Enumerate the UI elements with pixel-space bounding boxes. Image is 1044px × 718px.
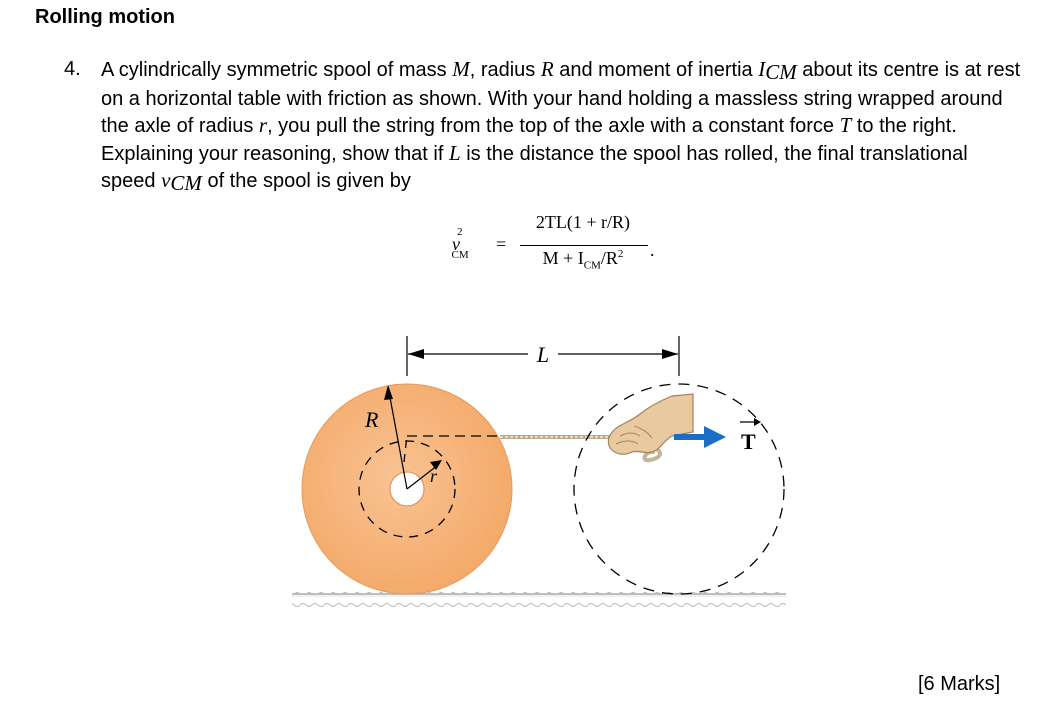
- formula-lhs-sub: CM: [451, 248, 469, 261]
- label-R: R: [365, 407, 379, 432]
- formula-equals: =: [496, 234, 507, 254]
- dimension-arrowhead-right: [662, 349, 678, 359]
- formula-lhs-var: v: [452, 234, 460, 254]
- question-number: 4.: [64, 58, 81, 80]
- symbol-I: I: [758, 57, 766, 81]
- den-sup: 2: [617, 248, 624, 260]
- symbol-I-subscript: CM: [765, 60, 797, 84]
- text-part: of the spool is given by: [201, 170, 411, 192]
- symbol-L: L: [448, 140, 461, 165]
- force-arrow-head: [704, 426, 726, 448]
- formula-period: .: [650, 240, 655, 260]
- symbol-T: T: [839, 113, 852, 137]
- dimension-arrowhead-left: [408, 349, 424, 359]
- formula-lhs-sup: 2: [457, 226, 463, 238]
- text-part: , you pull the string from the top of the axle with a constant force: [267, 115, 840, 137]
- label-T: T: [741, 429, 756, 454]
- text-part: A cylindrically symmetric spool of mass: [101, 59, 453, 81]
- section-heading: Rolling motion: [35, 6, 175, 28]
- den-tail: /R: [600, 248, 618, 268]
- formula-numerator: 2TL(1 + r/R): [535, 212, 631, 232]
- text-part: and moment of inertia: [553, 59, 759, 81]
- label-L: L: [536, 342, 550, 367]
- text-part: to the right. Explaining your reasoning, show that if: [101, 115, 957, 165]
- text-part: is the distance the spool has rolled, the final translational speed: [101, 142, 968, 192]
- symbol-v: v: [161, 168, 171, 192]
- vector-arrowhead-over-T: [754, 418, 761, 426]
- text-part: about its centre is at rest on a horizontal table with friction as shown. With your hand holding a massless string wrapped around the axle of radius: [101, 59, 1021, 137]
- text-part: , radius: [469, 59, 541, 81]
- hand-icon: [608, 394, 693, 454]
- marks-label: [6 Marks]: [918, 673, 1001, 695]
- den-sub: CM: [583, 259, 601, 272]
- symbol-M: M: [452, 57, 470, 81]
- symbol-r: r: [258, 113, 268, 137]
- symbol-v-subscript: CM: [170, 171, 202, 195]
- label-r: r: [430, 466, 438, 486]
- symbol-R: R: [540, 57, 554, 81]
- den-main: M + I: [542, 248, 584, 268]
